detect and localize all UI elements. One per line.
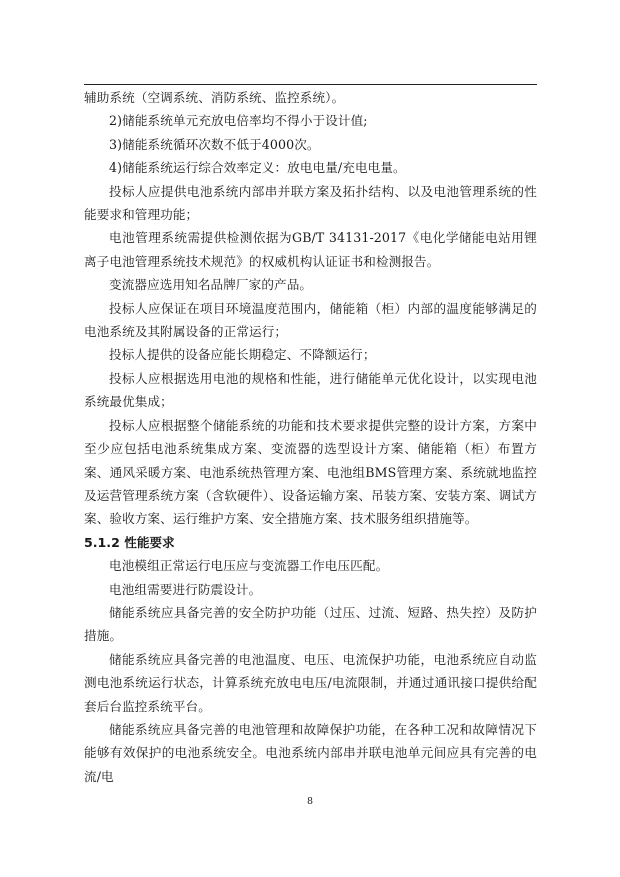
paragraph: 辅助系统（空调系统、消防系统、监控系统）。 [84, 90, 345, 105]
paragraph: 电池组需要进行防震设计。 [109, 581, 262, 597]
paragraphs-after [84, 554, 537, 788]
paragraph: 储能系统应具备完善的电池管理和故障保护功能，在各种工况和故障情况下能够有效保护的电池系统安全。电池系统内部串并联电池单元间应具有完善的电流/电 [84, 721, 537, 784]
body-text [84, 86, 537, 788]
paragraph: 2)储能系统单元充放电倍率均不得小于设计值; [109, 113, 368, 129]
paragraph: 储能系统应具备完善的电池温度、电压、电流保护功能，电池系统应自动监测电池系统运行状态，计算系统充放电电压/电流限制，并通过通讯接口提供给配套后台监控系统平台。 [84, 651, 537, 714]
page-number: 8 [306, 796, 314, 807]
paragraph: 储能系统应具备完善的安全防护功能（过压、过流、短路、热失控）及防护措施。 [84, 604, 537, 644]
section-heading: 5.1.2 性能要求 [84, 534, 175, 550]
paragraph: 电池管理系统需提供检测依据为GB/T 34131-2017《电化学储能电站用锂离子电池管理系统技术规范》的权威机构认证证书和检测报告。 [84, 230, 537, 269]
header-rule [84, 84, 537, 85]
paragraph: 投标人应根据选用电池的规格和性能，进行储能单元优化设计，以实现电池系统最优集成； [84, 370, 537, 410]
paragraph: 3)储能系统循环次数不低于4000次。 [109, 136, 320, 152]
paragraph: 变流器应选用知名品牌厂家的产品。 [109, 277, 313, 293]
paragraphs-before [84, 86, 537, 531]
paragraph: 投标人应根据整个储能系统的功能和技术要求提供完整的设计方案，方案中至少应包括电池系统集成方案、变流器的选型设计方案、储能箱（柜）布置方案、通风采暖方案、电池系统热管理方案、电池组BMS管理方案、系统就地监控及运营管理系统方案（含软硬件）、设备运输方案、吊装方案、安装方案、调试方案、验收方案、运行维护方案、安全措施方案、技术服务组织措施等。 [84, 417, 537, 527]
paragraph: 投标人提供的设备应能长期稳定、不降额运行； [109, 347, 376, 363]
paragraph: 电池模组正常运行电压应与变流器工作电压匹配。 [109, 558, 389, 574]
paragraph: 投标人应提供电池系统内部串并联方案及拓扑结构、以及电池管理系统的性能要求和管理功能； [84, 183, 537, 223]
paragraph: 投标人应保证在项目环境温度范围内，储能箱（柜）内部的温度能够满足的电池系统及其附属设备的正常运行； [84, 300, 537, 340]
paragraph: 4)储能系统运行综合效率定义：放电电量/充电电量。 [109, 160, 406, 176]
